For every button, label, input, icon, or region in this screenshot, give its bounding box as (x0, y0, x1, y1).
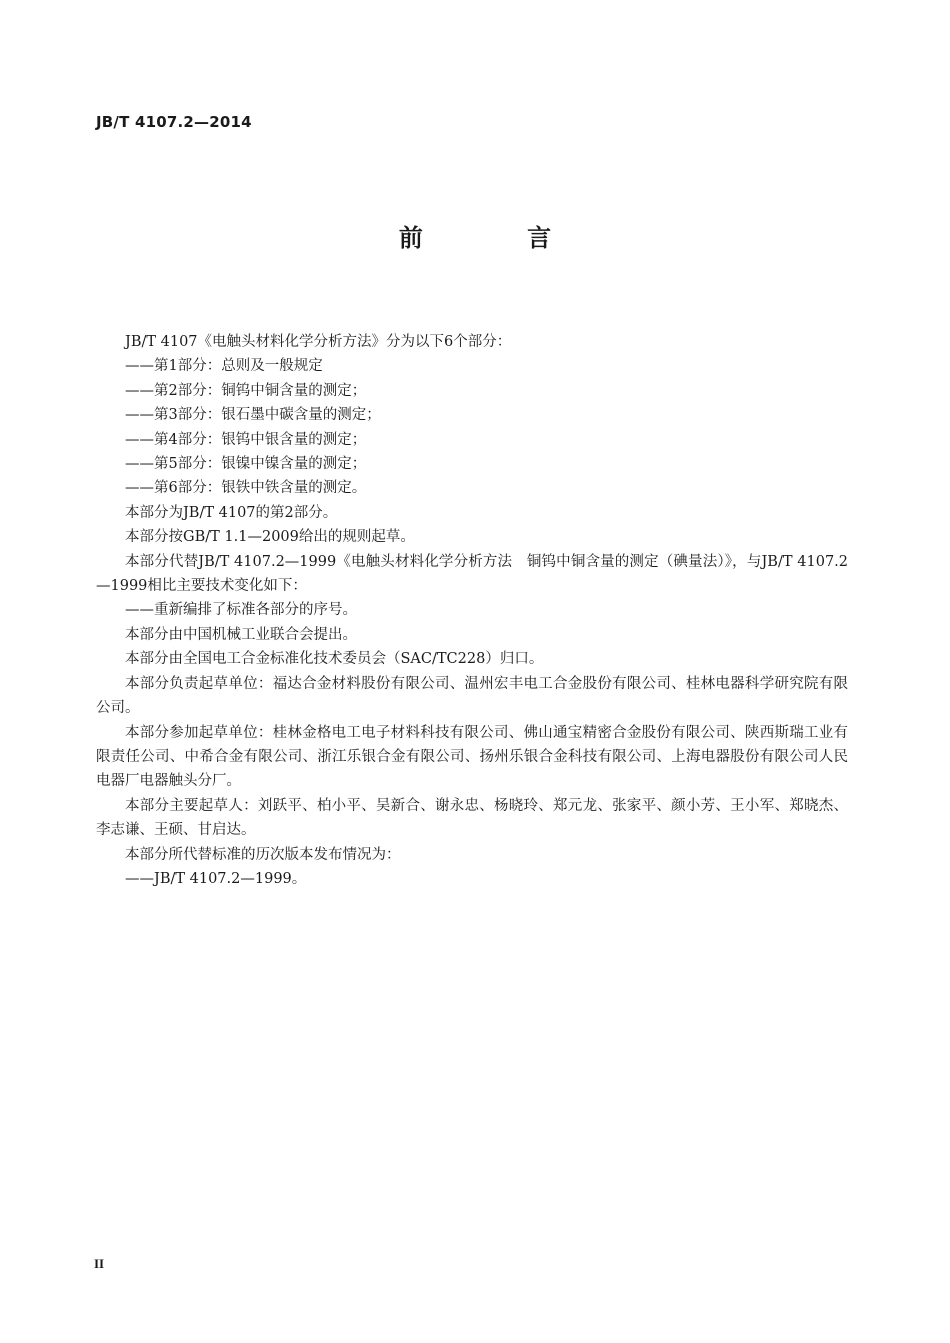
paragraph-participating-units: 本部分参加起草单位：桂林金格电工电子材料科技有限公司、佛山通宝精密合金股份有限公司、陕西斯瑞工业有限责任公司、中希合金有限公司、浙江乐银合金有限公司、扬州乐银合金科技有限公司、上海电器股份有限公司人民电器厂电器触头分厂。 (96, 724, 848, 790)
paragraph-proposed-by: 本部分由中国机械工业联合会提出。 (125, 626, 357, 643)
paragraph-part-of: 本部分为JB/T 4107的第2部分。 (125, 504, 338, 521)
list-item-part-1: ——第1部分：总则及一般规定 (125, 358, 323, 375)
paragraph-history: 本部分所代替标准的历次版本发布情况为： (125, 846, 401, 863)
foreword-body (96, 330, 848, 891)
page-number: II (94, 1256, 105, 1271)
paragraph-drafting-rules: 本部分按GB/T 1.1—2009给出的规则起草。 (125, 529, 415, 546)
paragraph-replaces: 本部分代替JB/T 4107.2—1999《电触头材料化学分析方法 铜钨中铜含量的测定（碘量法）》，与JB/T 4107.2—1999相比主要技术变化如下： (96, 553, 848, 595)
paragraph-intro: JB/T 4107《电触头材料化学分析方法》分为以下6个部分： (125, 334, 512, 350)
paragraph-centralized-by: 本部分由全国电工合金标准化技术委员会（SAC/TC228）归口。 (125, 651, 544, 668)
paragraph-main-drafters: 本部分主要起草人：刘跃平、柏小平、吴新合、谢永忠、杨晓玲、郑元龙、张家平、颜小芳、王小军、郑晓杰、李志谦、王硕、甘启达。 (96, 797, 848, 839)
standard-code: JB/T 4107.2—2014 (96, 113, 252, 131)
list-item-part-2: ——第2部分：铜钨中铜含量的测定； (125, 382, 367, 399)
list-item-change: ——重新编排了标准各部分的序号。 (125, 602, 357, 619)
list-item-part-6: ——第6部分：银铁中铁含量的测定。 (125, 480, 367, 497)
list-item-part-3: ——第3部分：银石墨中碳含量的测定； (125, 407, 381, 424)
paragraph-responsible-units: 本部分负责起草单位：福达合金材料股份有限公司、温州宏丰电工合金股份有限公司、桂林电器科学研究院有限公司。 (96, 675, 848, 717)
page-title: 前 言 (398, 224, 600, 252)
list-item-part-5: ——第5部分：银镍中镍含量的测定； (125, 456, 367, 473)
list-item-history-version: ——JB/T 4107.2—1999。 (125, 870, 307, 887)
list-item-part-4: ——第4部分：银钨中银含量的测定； (125, 431, 367, 448)
